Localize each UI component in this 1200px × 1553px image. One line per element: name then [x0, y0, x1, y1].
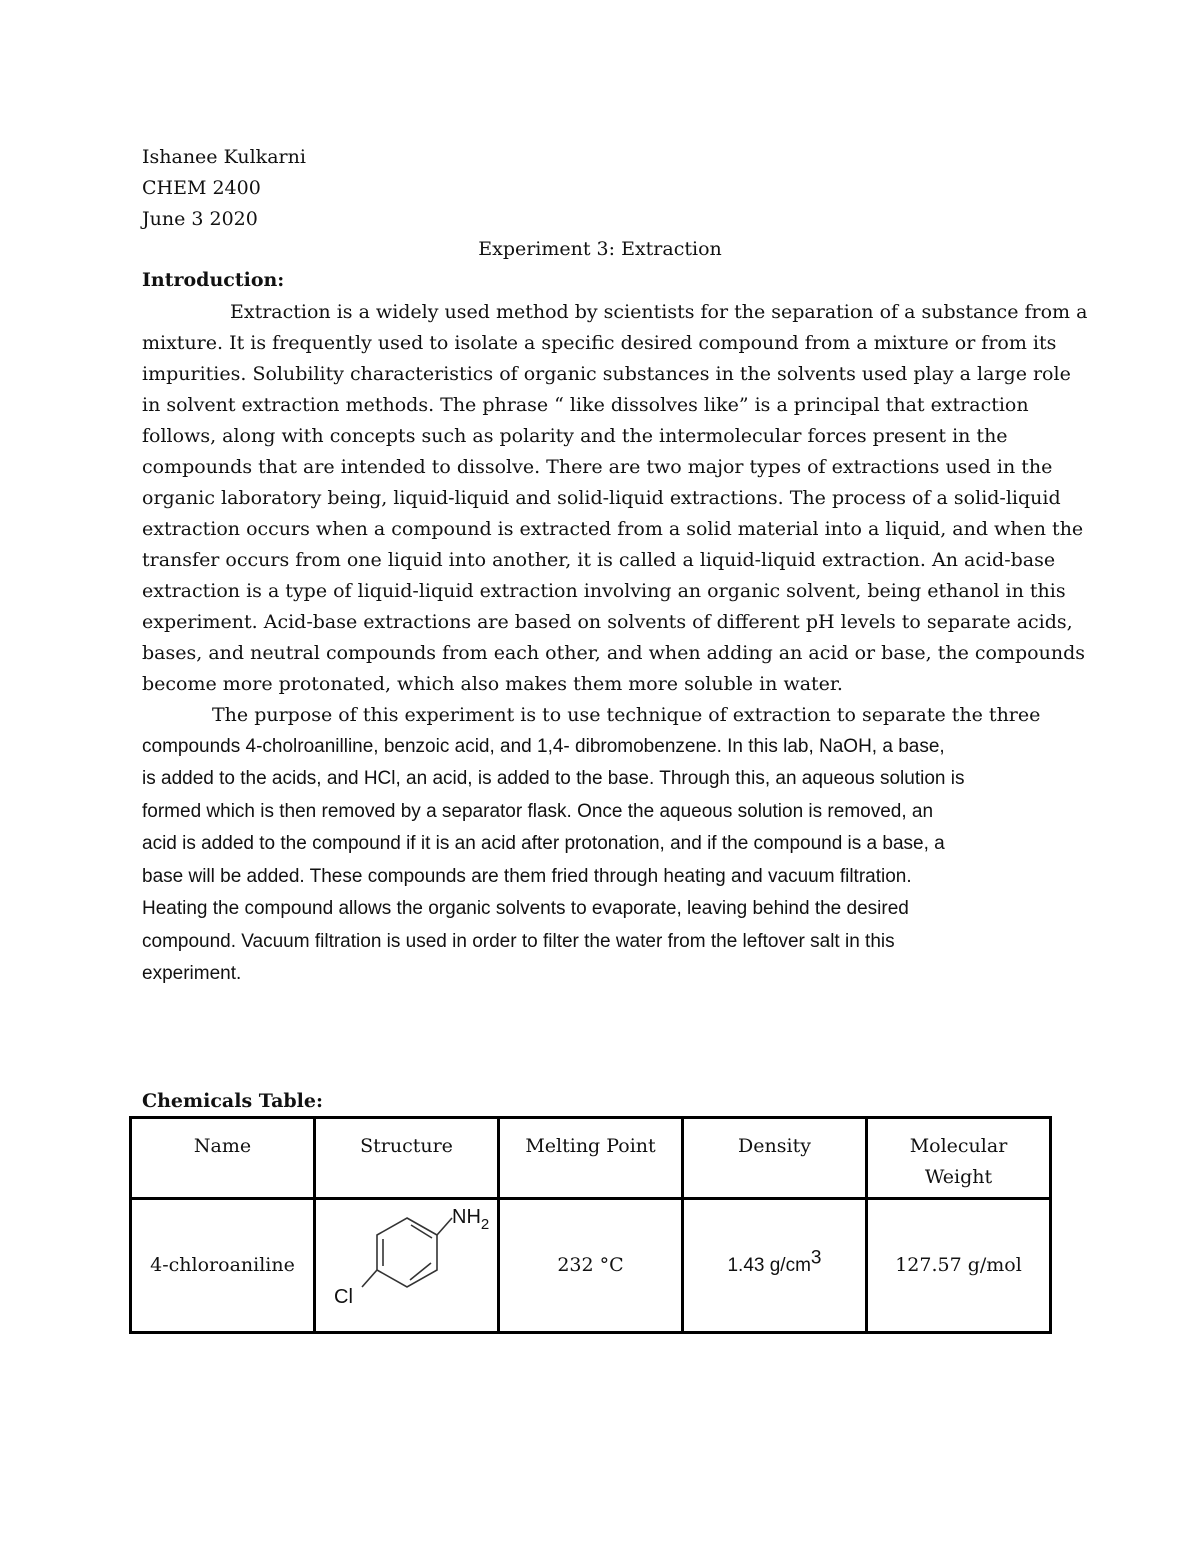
density-exponent: 3 — [810, 1247, 822, 1269]
intro-line: organic laboratory being, liquid-liquid and solid-liquid extractions. The process of a solid-liquid — [142, 487, 1061, 509]
cell-name: 4-chloroaniline — [131, 1199, 315, 1333]
intro-line: extraction occurs when a compound is extracted from a solid material into a liquid, and when the — [142, 518, 1084, 540]
amine-bond — [437, 1218, 452, 1235]
intro-line: in solvent extraction methods. The phrase “ like dissolves like” is a principal that extraction — [142, 394, 1029, 416]
table-header-row — [131, 1118, 1051, 1199]
density-value: 1.43 g/cm — [727, 1255, 811, 1276]
chloro-label: Cl — [334, 1286, 353, 1308]
intro-line: impurities. Solubility characteristics of organic substances in the solvents used play a large role — [142, 363, 1071, 385]
intro-line: experiment. — [142, 963, 242, 984]
intro-line: Extraction is a widely used method by scientists for the separation of a substance from a — [230, 301, 1088, 323]
intro-line: become more protonated, which also makes them more soluble in water. — [142, 673, 843, 695]
benzene-ring — [362, 1218, 452, 1287]
column-header-molecular-weight: Molecular Weight — [867, 1118, 1051, 1199]
table-row — [131, 1199, 1051, 1333]
column-header-structure: Structure — [315, 1118, 499, 1199]
document-title: Experiment 3: Extraction — [478, 238, 722, 260]
amine-label: $NH_2$ — [452, 1206, 490, 1233]
cell-molecular-weight: 127.57 g/mol — [867, 1199, 1051, 1333]
intro-line: transfer occurs from one liquid into another, it is called a liquid-liquid extraction. An acid-base — [142, 549, 1056, 571]
intro-line: formed which is then removed by a separator flask. Once the aqueous solution is removed, an — [142, 801, 934, 822]
intro-line: experiment. Acid-base extractions are based on solvents of different pH levels to separate acids, — [142, 611, 1073, 633]
column-header-melting-point: Melting Point — [499, 1118, 683, 1199]
author-name: Ishanee Kulkarni — [142, 146, 306, 168]
cell-density — [683, 1199, 867, 1333]
intro-line: compounds 4-cholroanilline, benzoic acid, and 1,4- dibromobenzene. In this lab, NaOH, a base, — [142, 736, 945, 757]
intro-line: mixture. It is frequently used to isolate a specific desired compound from a mixture or from its — [142, 332, 1057, 354]
intro-line: extraction is a type of liquid-liquid extraction involving an organic solvent, being ethanol in this — [142, 580, 1066, 602]
intro-line: bases, and neutral compounds from each other, and when adding an acid or base, the compounds — [142, 642, 1085, 664]
chloroaniline-structure-diagram — [322, 1203, 492, 1328]
intro-line: compound. Vacuum filtration is used in order to filter the water from the leftover salt in this — [142, 931, 895, 952]
intro-line: compounds that are intended to dissolve. There are two major types of extractions used in the — [142, 456, 1053, 478]
column-header-density: Density — [683, 1118, 867, 1199]
column-header-name: Name — [131, 1118, 315, 1199]
intro-line: follows, along with concepts such as polarity and the intermolecular forces present in the — [142, 425, 1008, 447]
intro-line: Heating the compound allows the organic solvents to evaporate, leaving behind the desired — [142, 898, 909, 919]
intro-line: acid is added to the compound if it is an acid after protonation, and if the compound is a base, a — [142, 833, 945, 854]
intro-line: base will be added. These compounds are them fried through heating and vacuum filtration. — [142, 866, 912, 887]
chemicals-table — [129, 1116, 1052, 1334]
date: June 3 2020 — [142, 208, 258, 230]
course-code: CHEM 2400 — [142, 177, 261, 199]
introduction-heading: Introduction: — [142, 269, 285, 291]
cell-melting-point: 232 °C — [499, 1199, 683, 1333]
cell-structure — [315, 1199, 499, 1333]
intro-line: is added to the acids, and HCl, an acid, is added to the base. Through this, an aqueous solution is — [142, 768, 965, 789]
intro-line: The purpose of this experiment is to use technique of extraction to separate the three — [212, 704, 1041, 726]
chloro-bond — [362, 1270, 377, 1287]
chemicals-table-heading: Chemicals Table: — [142, 1090, 323, 1112]
